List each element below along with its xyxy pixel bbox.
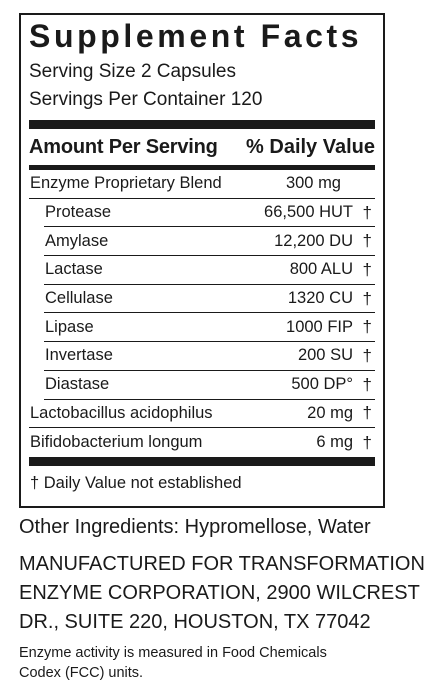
- thick-divider: [29, 120, 375, 129]
- ingredient-amount: 300 mg: [285, 174, 341, 193]
- ingredient-name: Invertase: [45, 346, 113, 365]
- ingredient-row: [44, 256, 375, 285]
- ingredient-row: [44, 313, 375, 342]
- panel-title: Supplement Facts: [29, 18, 363, 54]
- bottom-thick-divider: [29, 457, 375, 466]
- ingredient-row: [29, 170, 375, 199]
- daily-value-footnote: † Daily Value not established: [30, 473, 242, 492]
- ingredient-amount: 800 ALU: [289, 260, 353, 279]
- other-ingredients: Other Ingredients: Hypromellose, Water: [19, 516, 371, 538]
- dagger-mark: †: [362, 231, 372, 251]
- ingredient-row: [29, 428, 375, 457]
- ingredient-amount: 200 SU: [297, 346, 353, 365]
- ingredient-row: [44, 342, 375, 371]
- ingredient-name: Protease: [45, 203, 112, 222]
- dagger-mark: †: [362, 345, 372, 365]
- ingredient-amount: 6 mg: [316, 433, 353, 452]
- enzyme-activity-note: Enzyme activity is measured in Food Chemicals Codex (FCC) units.: [19, 645, 327, 681]
- ingredient-row: [44, 285, 375, 314]
- ingredient-amount: 20 mg: [307, 403, 353, 422]
- dagger-mark: †: [362, 288, 372, 308]
- dagger-mark: †: [362, 432, 372, 452]
- amount-per-serving-header: Amount Per Serving: [29, 135, 218, 158]
- column-header-row: [29, 129, 375, 165]
- daily-value-header: % Daily Value: [246, 135, 375, 158]
- ingredient-name: Amylase: [45, 231, 109, 250]
- ingredient-amount: 1320 CU: [287, 289, 353, 308]
- ingredient-name: Diastase: [45, 375, 110, 394]
- ingredient-name: Lactobacillus acidophilus: [30, 403, 213, 422]
- ingredient-name: Bifidobacterium longum: [30, 433, 203, 452]
- ingredient-amount: 1000 FIP: [286, 317, 353, 336]
- dagger-mark: †: [362, 202, 372, 222]
- servings-per-container: Servings Per Container 120: [29, 89, 263, 110]
- dagger-mark: †: [362, 374, 372, 394]
- dagger-mark: †: [362, 317, 372, 337]
- dagger-mark: †: [362, 403, 372, 423]
- serving-size: Serving Size 2 Capsules: [29, 61, 236, 82]
- manufacturer-info: MANUFACTURED FOR TRANSFORMATION ENZYME CORPORATION, 2900 WILCREST DR., SUITE 220, HOUSTON, TX 77042: [19, 553, 425, 633]
- ingredient-row: [44, 371, 375, 400]
- dagger-mark: †: [362, 259, 372, 279]
- ingredient-row: [44, 227, 375, 256]
- ingredient-amount: 500 DP°: [291, 375, 353, 394]
- ingredient-row: [29, 400, 375, 429]
- ingredient-amount: 12,200 DU: [274, 231, 353, 250]
- supplement-facts-panel: [19, 13, 385, 508]
- ingredient-name: Enzyme Proprietary Blend: [30, 174, 222, 193]
- ingredient-name: Cellulase: [45, 289, 113, 308]
- ingredient-row: [44, 199, 375, 228]
- ingredient-name: Lipase: [45, 317, 94, 336]
- ingredient-amount: 66,500 HUT: [264, 203, 353, 222]
- ingredient-name: Lactase: [45, 260, 103, 279]
